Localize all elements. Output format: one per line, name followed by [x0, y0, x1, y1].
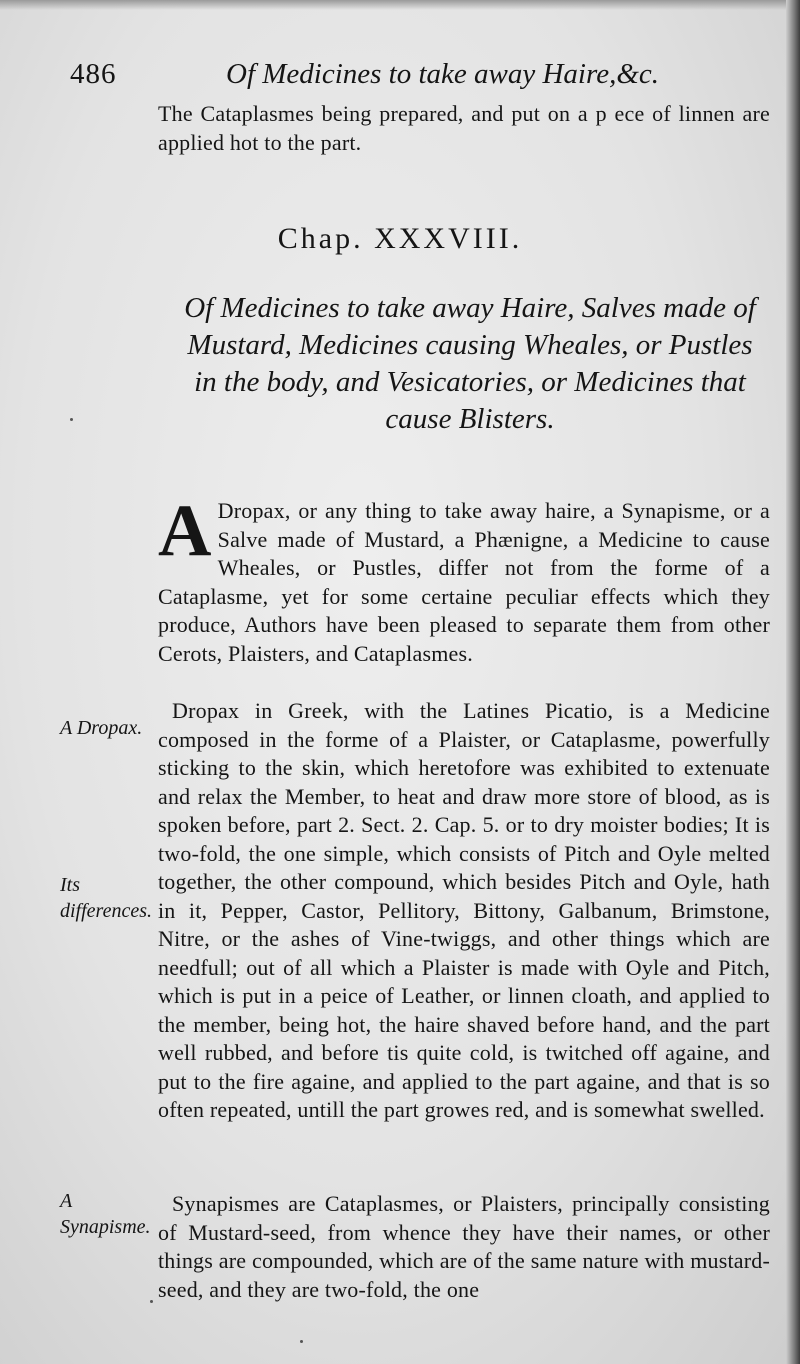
page-top-shadow	[0, 0, 800, 10]
drop-cap: A	[158, 490, 212, 572]
page-header	[70, 58, 720, 98]
chapter-label: Chap. XXXVIII.	[277, 222, 523, 255]
page-number: 486	[70, 58, 117, 90]
page-right-edge	[786, 0, 800, 1364]
intro-paragraph: The Cataplasmes being prepared, and put on a p ece of linnen are applied hot to the part.	[158, 101, 770, 155]
margin-note-synapisme: A Synapisme.	[60, 1190, 151, 1238]
paragraph-1	[158, 490, 770, 668]
margin-note-dropax: A Dropax.	[60, 717, 143, 739]
running-head: Of Medicines to take away Haire,&c.	[226, 58, 660, 90]
paragraph-2: Dropax in Greek, with the Latines Picatio, is a Medicine composed in the forme of a Plaister, or Cataplasme, powerfully sticking to the skin, which heretofore was exhibited to extenuate and relax the Member, to heat and draw more store of blood, as is spoken before, part 2. Sect. 2. Cap. 5. or to dry moister bodies; It is two-fold, the one simple, which consists of Pitch and Oyle melted together, the other compound, which besides Pitch and Oyle, hath in it, Pepper, Castor, Pellitory, Bittony, Galbanum, Brimstone, Nitre, or the ashes of Vine-twiggs, and other things which are needfull; out of all which a Plaister is made with Oyle and Pitch, which is put in a peice of Leather, or linnen cloath, and applied to the member, being hot, the haire shaved before hand, and the part well rubbed, and before tis quite cold, is twitched off againe, and put to the fire againe, and applied to the part againe, and that is so often repeated, untill the part growes red, and is somewhat swelled.	[158, 698, 770, 1122]
ink-speck	[300, 1340, 303, 1343]
paragraph-3: Synapismes are Cataplasmes, or Plaisters, principally consisting of Mustard-seed, from whence they have their names, or other things are compounded, which are of the same nature with mustard-seed, and they are two-fold, the one	[158, 1191, 770, 1302]
margin-note-differences: Its differences.	[60, 874, 153, 922]
chapter-title: Of Medicines to take away Haire, Salves made of Mustard, Medicines causing Wheales, or Pustles in the body, and Vesicatories, or Medicines that cause Blisters.	[184, 292, 756, 435]
paragraph-1-text: Dropax, or any thing to take away haire, a Synapisme, or a Salve made of Mustard, a Phænigne, a Medicine to cause Wheales, or Pustles, differ not from the forme of a Cataplasme, yet for some certaine peculiar effects which they produce, Authors have been pleased to separate them from other Cerots, Plaisters, and Cataplasmes.	[158, 498, 770, 666]
ink-speck	[150, 1300, 153, 1303]
ink-speck	[70, 418, 73, 421]
